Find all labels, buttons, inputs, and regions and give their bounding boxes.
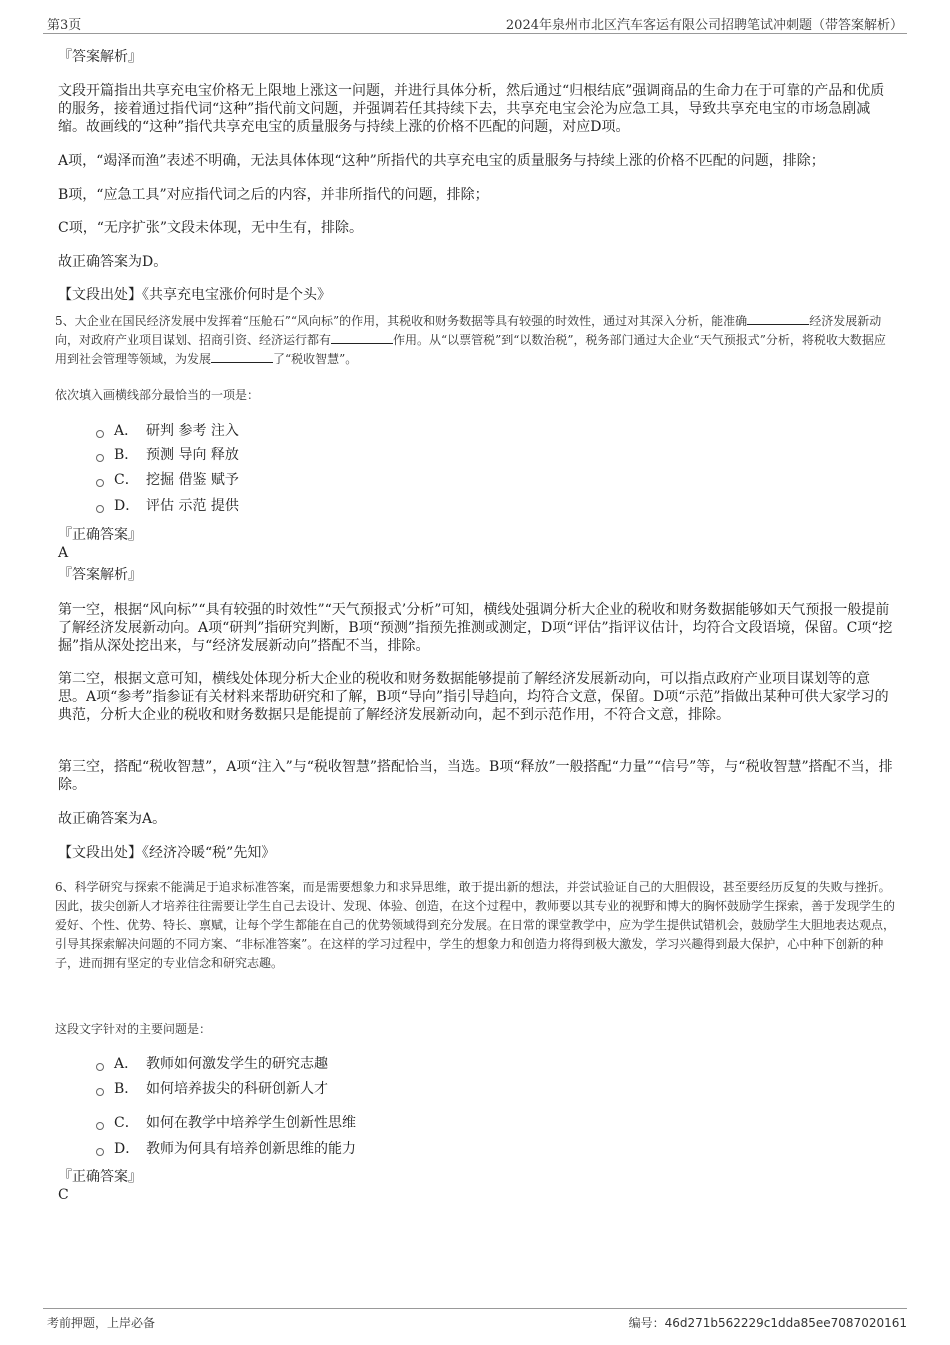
radio-icon[interactable] xyxy=(96,1088,104,1096)
footer-slogan: 考前押题，上岸必备 xyxy=(47,1316,156,1330)
radio-icon[interactable] xyxy=(96,1063,104,1071)
radio-icon[interactable] xyxy=(96,479,104,487)
correct-answer: A xyxy=(58,545,69,561)
answer-conclusion: 故正确答案为D。 xyxy=(58,254,168,270)
analysis-option-b: B项，“应急工具”对应指代词之后的内容，并非所指代的问题，排除； xyxy=(58,187,489,203)
correct-answer: C xyxy=(58,1187,69,1203)
analysis-option-a: A项，“竭泽而渔”表述不明确，无法具体体现“这种”所指代的共享充电宝的质量服务与持续上涨的价格不匹配的问题，排除； xyxy=(58,153,825,169)
analysis-blank-2: 第二空，根据文意可知，横线处体现分析大企业的税收和财务数据能够提前了解经济发展新动向，可以指点政府产业项目谋划等的意思。A项“参考”指参证有关材料来帮助研究和了解，B项“导向”指引导趋向，均符合文意，保留。D项“示范”指做出某种可供大家学习的典范，分析大企业的税收和财务数据只是能提前了解经济发展新动向，起不到示范作用，不符合文意，排除。 xyxy=(58,671,889,723)
page-number: 第3页 xyxy=(47,18,82,33)
option-d[interactable]: D． 评估 示范 提供 xyxy=(96,496,239,516)
analysis-label: 『答案解析』 xyxy=(58,49,142,65)
option-c[interactable]: C． 如何在教学中培养学生创新性思维 xyxy=(96,1113,356,1133)
fill-blank xyxy=(211,350,273,363)
analysis-blank-3: 第三空，搭配“税收智慧”，A项“注入”与“税收智慧”搭配恰当，当选。B项“释放”一般搭配“力量”“信号”等，与“税收智慧”搭配不当，排除。 xyxy=(58,759,893,793)
question-stem: 5、大企业在国民经济发展中发挥着“压舱石”“风向标”的作用，其税收和财务数据等具有较强的时效性，通过对其深入分析，能准确 经济发展新动向，对政府产业项目谋划、招商引资、经济运行都有 作用。从“以票管税”到“以数治税”，税务部门通过大企业“天气预报式”分析，将税收大数据应用到社会管理等领域，为发展 了“税收智慧”。 xyxy=(55,314,886,366)
option-a[interactable]: A． 研判 参考 注入 xyxy=(96,421,239,441)
option-a[interactable]: A． 教师如何激发学生的研究志趣 xyxy=(96,1054,328,1074)
footer-divider xyxy=(43,1308,907,1309)
source-citation: 【文段出处】《经济冷暖“税”先知》 xyxy=(58,845,276,861)
option-d[interactable]: D． 教师为何具有培养创新思维的能力 xyxy=(96,1139,356,1159)
radio-icon[interactable] xyxy=(96,1148,104,1156)
option-b[interactable]: B． 预测 导向 释放 xyxy=(96,445,239,465)
radio-icon[interactable] xyxy=(96,505,104,513)
question-prompt: 依次填入画横线部分最恰当的一项是： xyxy=(55,388,260,402)
option-b[interactable]: B． 如何培养拔尖的科研创新人才 xyxy=(96,1079,328,1099)
fill-blank xyxy=(747,312,809,325)
radio-icon[interactable] xyxy=(96,454,104,462)
analysis-blank-1: 第一空，根据“风向标”“具有较强的时效性”“天气预报式’分析”可知，横线处强调分析大企业的税收和财务数据能够如天气预报一般提前了解经济发展新动向。A项“研判”指研究判断，B项“预测”指预先推测或测定，D项“评估”指评议估计，均符合文段语境，保留。C项“挖掘”指从深处挖出来，与“经济发展新动向”搭配不当，排除。 xyxy=(58,602,893,654)
question-stem: 6、科学研究与探索不能满足于追求标准答案，而是需要想象力和求异思维，敢于提出新的想法，并尝试验证自己的大胆假设，甚至要经历反复的失败与挫折。因此，拔尖创新人才培养往往需要让学生自己去设计、发现、体验、创造，在这个过程中，教师要以其专业的视野和博大的胸怀鼓励学生探索，善于发现学生的爱好、个性、优势、特长、禀赋，让每个学生都能在自己的优势领域得到充分发展。在日常的课堂教学中，应为学生提供试错机会，鼓励学生大胆地表达观点，引导其探索解决问题的不同方案、“非标准答案”。在这样的学习过程中，学生的想象力和创造力将得到极大激发，学习兴趣得到最大保护，心中种下创新的种子，进而拥有坚定的专业信念和研究志趣。 xyxy=(55,880,896,970)
correct-answer-label: 『正确答案』 xyxy=(58,527,142,543)
question-prompt: 这段文字针对的主要问题是： xyxy=(55,1022,212,1036)
analysis-paragraph: 文段开篇指出共享充电宝价格无上限地上涨这一问题，并进行具体分析，然后通过“归根结底”强调商品的生命力在于可靠的产品和优质的服务，接着通过指代词“这种”指代前文问题，并强调若任其持续下去，共享充电宝会沦为应急工具，导致共享充电宝的市场急剧减缩。故画线的“这种”指代共享充电宝的质量服务与持续上涨的价格不匹配的问题，对应D项。 xyxy=(58,83,885,135)
radio-icon[interactable] xyxy=(96,430,104,438)
document-code: 编号：46d271b562229c1dda85ee7087020161 xyxy=(628,1316,907,1330)
document-title: 2024年泉州市北区汽车客运有限公司招聘笔试冲刺题（带答案解析） xyxy=(505,18,903,33)
radio-icon[interactable] xyxy=(96,1122,104,1130)
source-citation: 【文段出处】《共享充电宝涨价何时是个头》 xyxy=(58,287,331,303)
analysis-label: 『答案解析』 xyxy=(58,567,142,583)
answer-conclusion: 故正确答案为A。 xyxy=(58,811,167,827)
analysis-option-c: C项，“无序扩张”文段未体现，无中生有，排除。 xyxy=(58,220,364,236)
correct-answer-label: 『正确答案』 xyxy=(58,1169,142,1185)
fill-blank xyxy=(331,331,393,344)
option-c[interactable]: C． 挖掘 借鉴 赋予 xyxy=(96,470,239,490)
header-divider xyxy=(43,33,907,34)
